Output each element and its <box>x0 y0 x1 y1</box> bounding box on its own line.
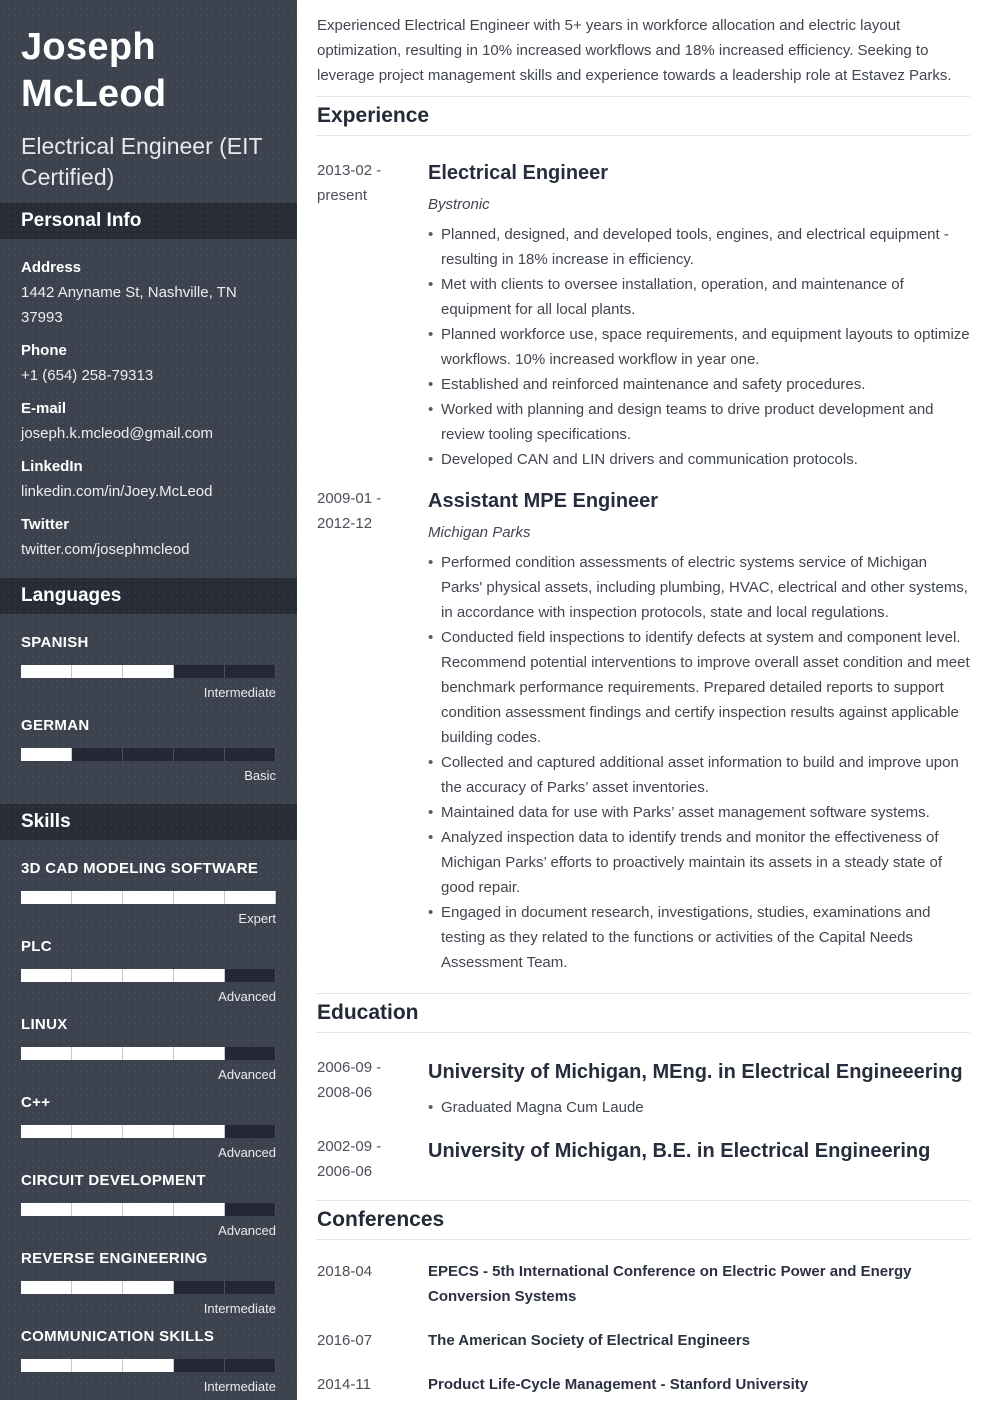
meter-item <box>21 1324 276 1395</box>
conference-date: 2018-04 <box>317 1263 373 1280</box>
field-label: E-mail <box>21 400 67 417</box>
personal-info-field <box>21 396 276 446</box>
date-start: 2006-09 - <box>317 1059 382 1076</box>
meter-level-label: Advanced <box>218 1145 276 1160</box>
education-entries <box>317 1055 970 1184</box>
meter-name: GERMAN <box>21 717 90 734</box>
meter-name: COMMUNICATION SKILLS <box>21 1328 215 1345</box>
field-value: joseph.k.mcleod@gmail.com <box>21 425 213 442</box>
field-value: 1442 Anyname St, Nashville, TN 37993 <box>21 284 237 326</box>
bullet-item: • Planned, designed, and developed tools, engines, and electrical equipment - resulting in 18% increase in efficiency. <box>428 222 970 272</box>
bullet-item: • Collected and captured additional asset information to build and improve upon the accuracy of Parks’ asset inventories. <box>428 750 970 800</box>
meter-bar <box>21 969 276 982</box>
meter-level-label: Intermediate <box>203 1301 276 1316</box>
entry-title: University of Michigan, B.E. in Electrical Engineering <box>428 1140 931 1162</box>
meter-name: SPANISH <box>21 634 89 651</box>
conference-date: 2014-11 <box>317 1376 371 1393</box>
candidate-job-title: Electrical Engineer (EIT Certified) <box>21 133 263 190</box>
meter-name: REVERSE ENGINEERING <box>21 1250 208 1267</box>
bullet-list <box>428 222 970 472</box>
meter-ticks <box>21 891 276 904</box>
bullet-item: • Worked with planning and design teams to drive product development and review tooling specifications. <box>428 397 970 447</box>
personal-info-field <box>21 454 276 504</box>
sidebar <box>0 0 297 1400</box>
date-end: 2008-06 <box>317 1084 373 1101</box>
meter-level-label: Intermediate <box>203 685 276 700</box>
meter-level-label: Advanced <box>218 1223 276 1238</box>
skills-section-heading: Skills <box>0 804 297 840</box>
skills-list <box>0 840 297 1410</box>
languages-list <box>0 614 297 804</box>
meter-item <box>21 934 276 1005</box>
bullet-list <box>428 550 970 975</box>
personal-info-field <box>21 512 276 562</box>
date-start: 2009-01 - <box>317 490 382 507</box>
bullet-item: • Analyzed inspection data to identify trends and monitor the effectiveness of Michigan Parks’ efforts to proactively maintain its assets in a steady state of good repair. <box>428 825 970 900</box>
meter-name: LINUX <box>21 1016 68 1033</box>
meter-ticks <box>21 748 276 761</box>
entry-title: Electrical Engineer <box>428 162 609 184</box>
date-start: 2002-09 - <box>317 1138 382 1155</box>
experience-section-header <box>317 96 970 136</box>
date-end: present <box>317 187 368 204</box>
meter-ticks <box>21 665 276 678</box>
meter-bar <box>21 1203 276 1216</box>
conferences-section-header <box>317 1200 970 1240</box>
bullet-item: • Met with clients to oversee installation, operation, and maintenance of equipment for all local plants. <box>428 272 970 322</box>
entry-body <box>428 1134 970 1184</box>
bullet-item: • Developed CAN and LIN drivers and communication protocols. <box>428 447 970 472</box>
entry-dates <box>317 486 428 975</box>
bullet-item: • Maintained data for use with Parks’ asset management software systems. <box>428 800 970 825</box>
conference-entry <box>317 1259 970 1309</box>
meter-level-label: Basic <box>244 768 276 783</box>
entry-body <box>428 1372 970 1397</box>
field-value: +1 (654) 258-79313 <box>21 367 154 384</box>
field-label: Address <box>21 259 82 276</box>
meter-item <box>21 856 276 927</box>
conference-title: EPECS - 5th International Conference on Electric Power and Energy Conversion Systems <box>428 1263 912 1305</box>
meter-item <box>21 630 276 701</box>
meter-bar <box>21 1281 276 1294</box>
conference-entry <box>317 1328 970 1353</box>
entry-title: University of Michigan, MEng. in Electrical Engineeering <box>428 1061 963 1083</box>
conference-title: The American Society of Electrical Engineers <box>428 1332 751 1349</box>
conference-entries <box>317 1259 970 1397</box>
education-heading: Education <box>317 1001 419 1024</box>
meter-bar <box>21 1125 276 1138</box>
entry-dates <box>317 1055 428 1120</box>
summary-text: Experienced Electrical Engineer with 5+ years in workforce allocation and electric layout optimization, resulting in 10% increased workflows and 18% increased efficiency. Seeking to leverage project management skills and experience towards a leadership role at Estavez Parks. <box>317 17 952 84</box>
experience-entries <box>317 158 970 975</box>
experience-entry <box>317 158 970 472</box>
entry-body <box>428 158 970 472</box>
entry-body <box>428 1055 970 1120</box>
meter-item <box>21 713 276 784</box>
meter-name: CIRCUIT DEVELOPMENT <box>21 1172 206 1189</box>
meter-item <box>21 1246 276 1317</box>
conference-date: 2016-07 <box>317 1332 373 1349</box>
field-value: twitter.com/josephmcleod <box>21 541 190 558</box>
meter-bar <box>21 665 276 678</box>
personal-info-section-heading: Personal Info <box>0 203 297 239</box>
bullet-item: • Performed condition assessments of electric systems service of Michigan Parks' physical assets, including plumbing, HVAC, electrical and other systems, in accordance with inspection protocols, state and local regulations. <box>428 550 970 625</box>
meter-level-label: Intermediate <box>203 1379 276 1394</box>
field-label: Phone <box>21 342 67 359</box>
entry-title: Assistant MPE Engineer <box>428 490 659 512</box>
field-value: linkedin.com/in/Joey.McLeod <box>21 483 213 500</box>
conference-title: Product Life-Cycle Management - Stanford University <box>428 1376 809 1393</box>
bullet-item: • Planned workforce use, space requirements, and equipment layouts to optimize workflows. 10% increased workflow in year one. <box>428 322 970 372</box>
meter-bar <box>21 1047 276 1060</box>
conferences-heading: Conferences <box>317 1208 445 1231</box>
meter-level-label: Advanced <box>218 1067 276 1082</box>
sidebar-header <box>0 0 297 203</box>
meter-item <box>21 1012 276 1083</box>
bullet-item: • Engaged in document research, investigations, studies, examinations and testing as they related to the functions or activities of the Capital Needs Assessment Team. <box>428 900 970 975</box>
meter-item <box>21 1090 276 1161</box>
education-entry <box>317 1134 970 1184</box>
entry-body <box>428 1328 970 1353</box>
date-start: 2013-02 - <box>317 162 382 179</box>
personal-info-field <box>21 338 276 388</box>
date-end: 2006-06 <box>317 1163 373 1180</box>
entry-dates <box>317 158 428 472</box>
candidate-name: Joseph McLeod <box>21 26 167 115</box>
meter-bar <box>21 1359 276 1372</box>
bullet-item: • Established and reinforced maintenance and safety procedures. <box>428 372 970 397</box>
date-end: 2012-12 <box>317 515 373 532</box>
meter-ticks <box>21 1125 276 1138</box>
entry-body <box>428 1259 970 1309</box>
entry-dates <box>317 1134 428 1184</box>
meter-ticks <box>21 969 276 982</box>
education-entry <box>317 1055 970 1120</box>
experience-heading: Experience <box>317 104 430 127</box>
languages-section-heading: Languages <box>0 578 297 614</box>
conference-entry <box>317 1372 970 1397</box>
meter-level-label: Advanced <box>218 989 276 1004</box>
meter-item <box>21 1168 276 1239</box>
personal-info-field <box>21 255 276 330</box>
meter-ticks <box>21 1359 276 1372</box>
bullet-item: • Conducted field inspections to identify defects at system and component level. Recommend potential interventions to improve overall asset condition and meet benchmark performance requirements. Prepared detailed reports to support condition assessment findings and certify inspection results against applicable building codes. <box>428 625 970 750</box>
meter-ticks <box>21 1203 276 1216</box>
experience-entry <box>317 486 970 975</box>
bullet-list <box>428 1095 970 1120</box>
entry-company: Michigan Parks <box>428 524 531 541</box>
education-section-header <box>317 993 970 1033</box>
field-label: Twitter <box>21 516 70 533</box>
resume-main <box>297 0 990 1400</box>
field-label: LinkedIn <box>21 458 83 475</box>
bullet-item: • Graduated Magna Cum Laude <box>428 1095 970 1120</box>
meter-ticks <box>21 1047 276 1060</box>
entry-company: Bystronic <box>428 196 490 213</box>
entry-body <box>428 486 970 975</box>
meter-ticks <box>21 1281 276 1294</box>
meter-name: 3D CAD MODELING SOFTWARE <box>21 860 259 877</box>
meter-bar <box>21 748 276 761</box>
meter-level-label: Expert <box>238 911 276 926</box>
meter-name: C++ <box>21 1094 51 1111</box>
meter-name: PLC <box>21 938 52 955</box>
personal-info-list <box>0 239 297 578</box>
meter-bar <box>21 891 276 904</box>
